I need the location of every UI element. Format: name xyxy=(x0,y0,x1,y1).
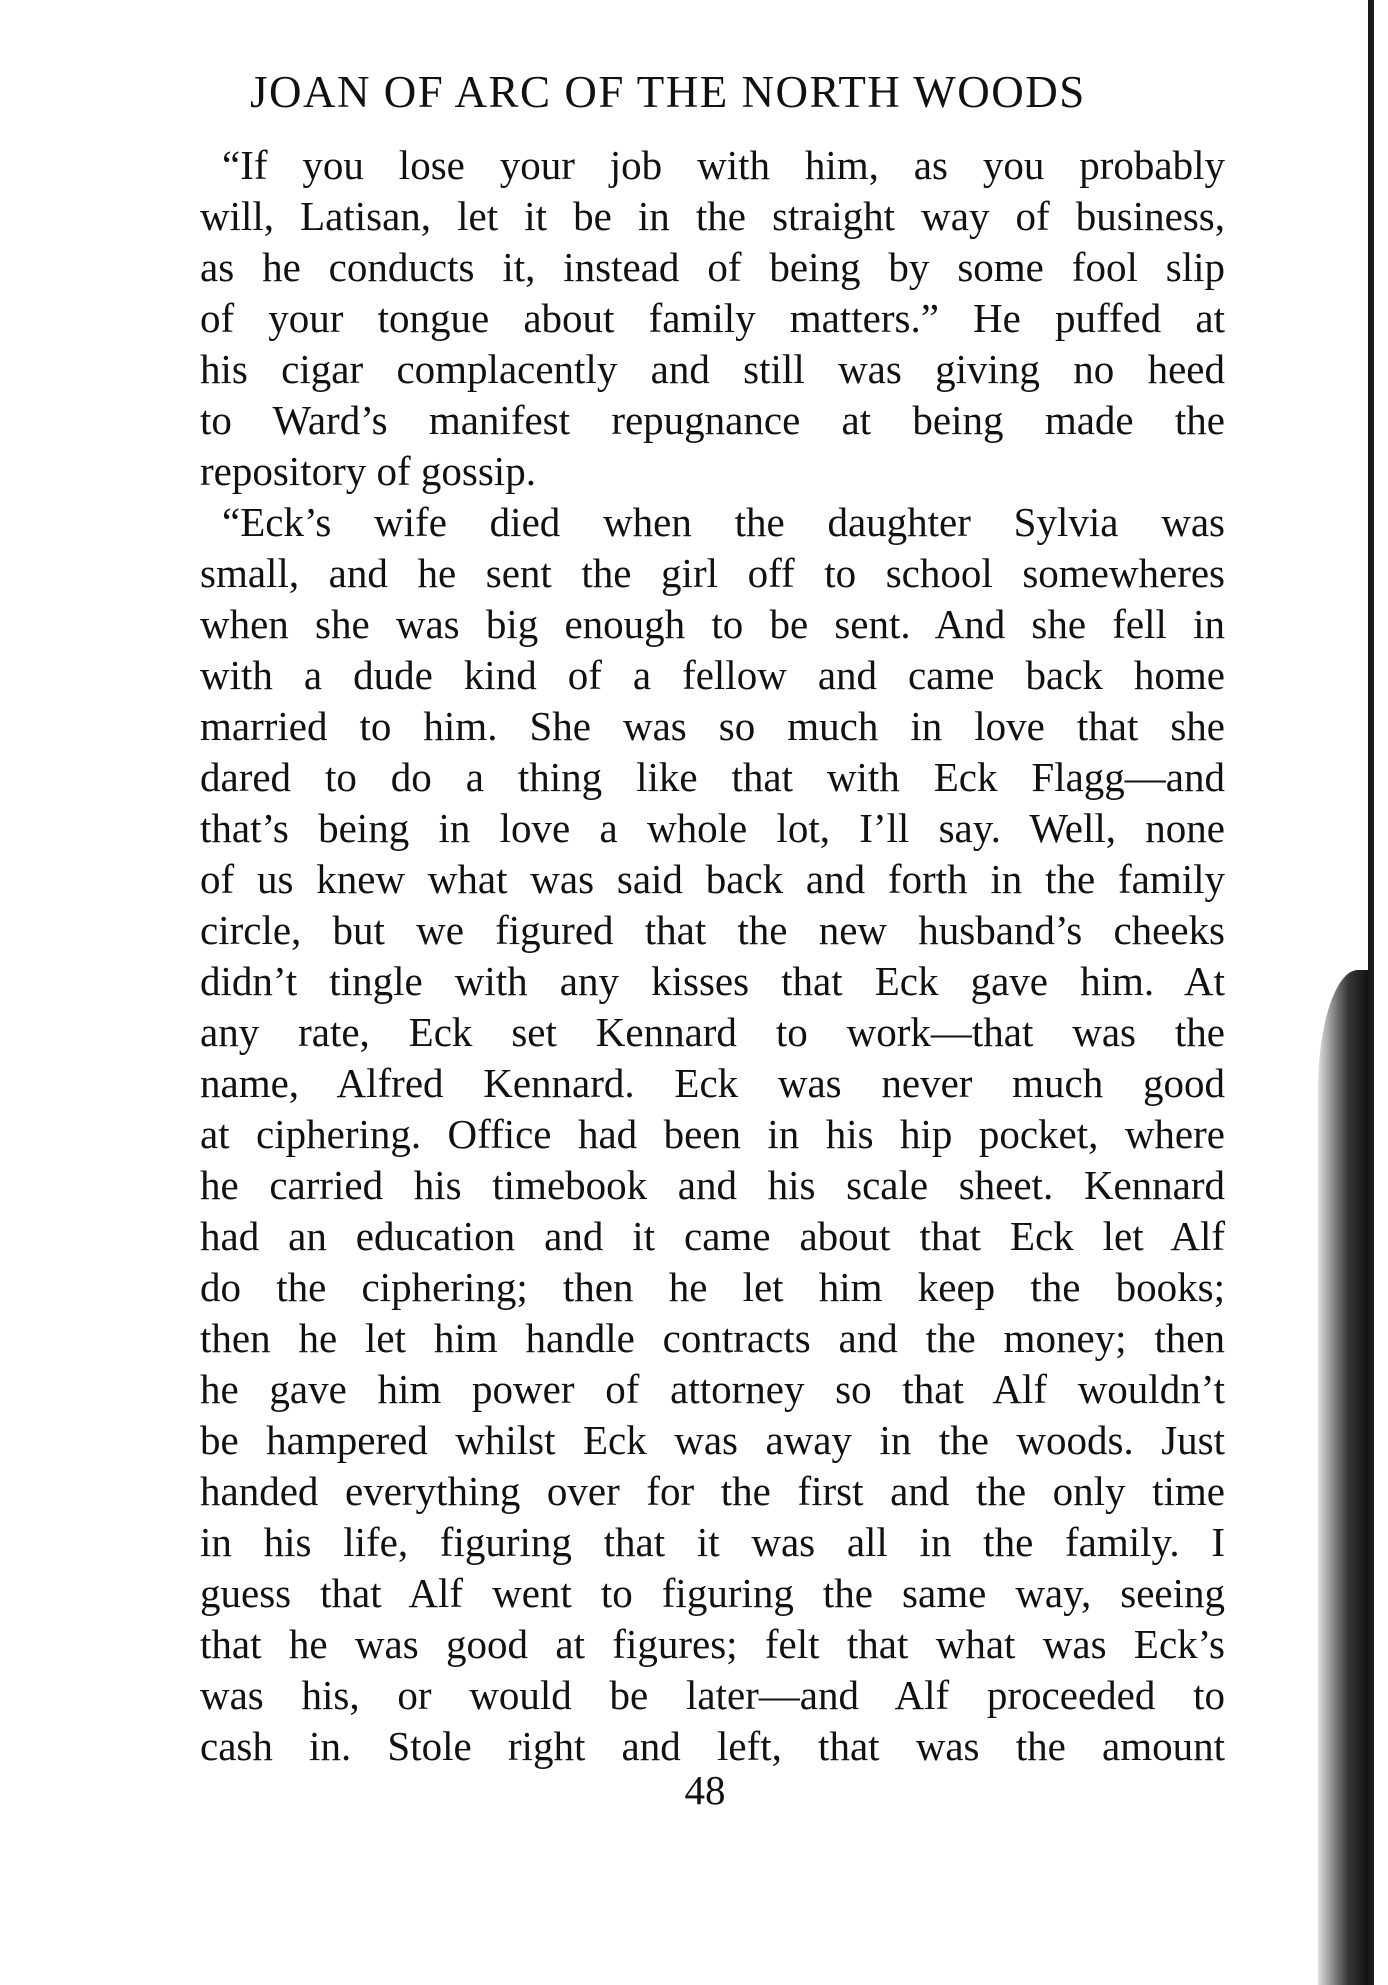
text-line: “If you lose your job with him, as you probably xyxy=(222,142,1225,188)
text-line: of us knew what was said back and forth in the family xyxy=(200,856,1225,902)
text-line: “Eck’s wife died when the daughter Sylvia was xyxy=(222,499,1225,545)
text-line: he carried his timebook and his scale sheet. Kennard xyxy=(200,1162,1225,1208)
text-line: as he conducts it, instead of being by some fool slip xyxy=(200,244,1225,290)
text-line: circle, but we figured that the new husband’s cheeks xyxy=(200,907,1225,953)
text-line: with a dude kind of a fellow and came back home xyxy=(200,652,1225,698)
text-line: guess that Alf went to figuring the same way, seeing xyxy=(200,1570,1225,1616)
body-text xyxy=(200,140,1225,1772)
text-line: that’s being in love a whole lot, I’ll say. Well, none xyxy=(200,805,1225,851)
text-line: was his, or would be later—and Alf proceeded to xyxy=(200,1672,1225,1718)
text-line: will, Latisan, let it be in the straight way of business, xyxy=(200,193,1225,239)
text-line: that he was good at figures; felt that what was Eck’s xyxy=(200,1621,1225,1667)
text-line: he gave him power of attorney so that Alf wouldn’t xyxy=(200,1366,1225,1412)
text-line: cash in. Stole right and left, that was the amount xyxy=(200,1723,1225,1769)
text-line: be hampered whilst Eck was away in the woods. Just xyxy=(200,1417,1225,1463)
text-line: to Ward’s manifest repugnance at being made the xyxy=(200,397,1225,443)
text-line: small, and he sent the girl off to school somewheres xyxy=(200,550,1225,596)
text-line: then he let him handle contracts and the money; then xyxy=(200,1315,1225,1361)
text-line: dared to do a thing like that with Eck Flagg—and xyxy=(200,754,1225,800)
text-line: any rate, Eck set Kennard to work—that was the xyxy=(200,1009,1225,1055)
running-header: JOAN OF ARC OF THE NORTH WOODS xyxy=(250,67,1086,117)
text-line: didn’t tingle with any kisses that Eck gave him. At xyxy=(200,958,1225,1004)
text-line: had an education and it came about that Eck let Alf xyxy=(200,1213,1225,1259)
text-line: do the ciphering; then he let him keep the books; xyxy=(200,1264,1225,1310)
text-line: his cigar complacently and still was giving no heed xyxy=(200,346,1225,392)
binding-edge xyxy=(1368,0,1374,1985)
text-line: in his life, figuring that it was all in the family. I xyxy=(200,1519,1225,1565)
text-line: of your tongue about family matters.” He puffed at xyxy=(200,295,1225,341)
page-number: 48 xyxy=(684,1767,726,1813)
text-line: married to him. She was so much in love that she xyxy=(200,703,1225,749)
text-line: at ciphering. Office had been in his hip pocket, where xyxy=(200,1111,1225,1157)
paper-speck xyxy=(88,590,96,604)
text-line: when she was big enough to be sent. And she fell in xyxy=(200,601,1225,647)
text-line: repository of gossip. xyxy=(200,448,536,494)
text-line: name, Alfred Kennard. Eck was never much good xyxy=(200,1060,1225,1106)
binding-shadow xyxy=(1318,970,1368,1985)
text-line: handed everything over for the first and the only time xyxy=(200,1468,1225,1514)
